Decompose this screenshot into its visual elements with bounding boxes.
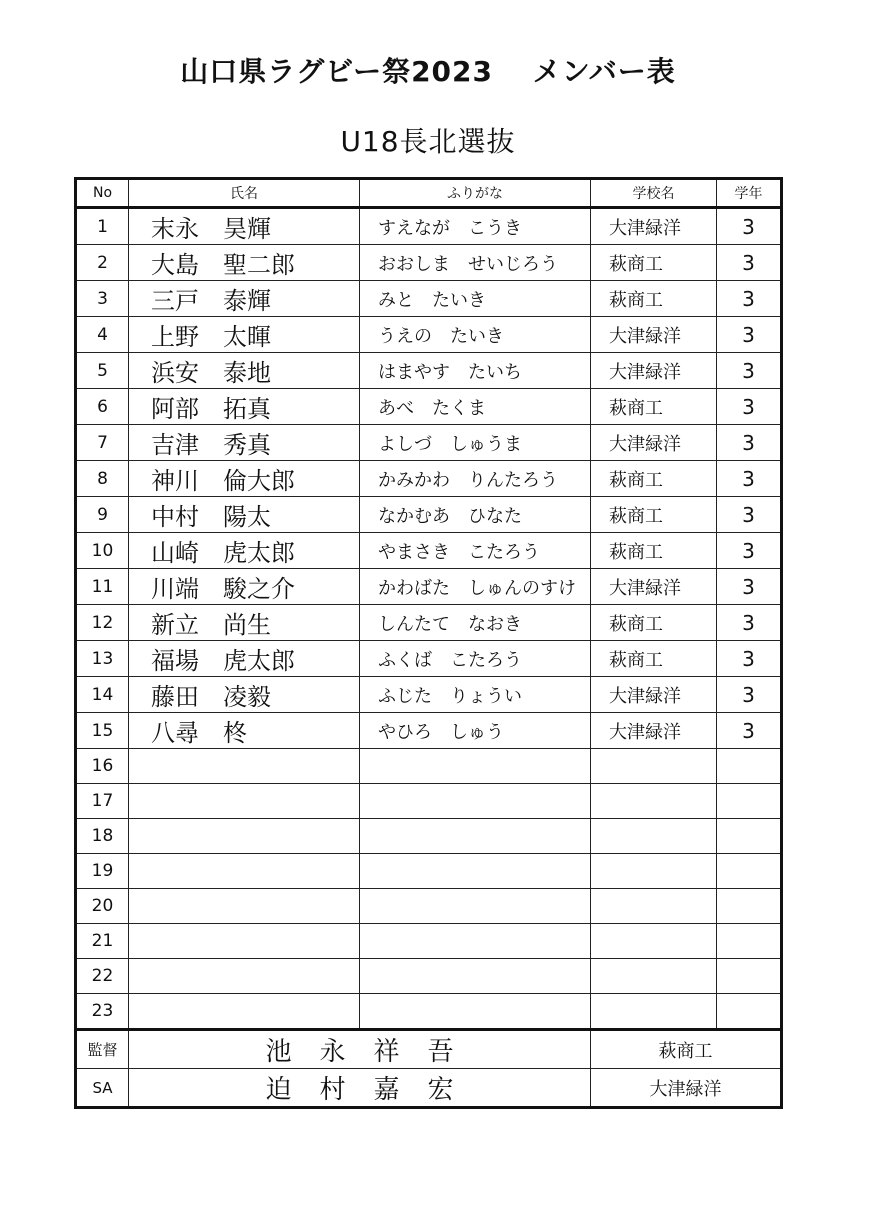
player-number: 19 bbox=[76, 854, 129, 889]
player-number: 17 bbox=[76, 784, 129, 819]
player-name: 神川 倫大郎 bbox=[129, 461, 360, 497]
header-name: 氏名 bbox=[129, 179, 360, 208]
player-number: 15 bbox=[76, 713, 129, 749]
player-grade bbox=[717, 819, 782, 854]
player-grade: 3 bbox=[717, 641, 782, 677]
player-kana: はまやす たいち bbox=[360, 353, 591, 389]
header-kana: ふりがな bbox=[360, 179, 591, 208]
staff-school: 大津緑洋 bbox=[591, 1069, 782, 1108]
player-name bbox=[129, 819, 360, 854]
player-number: 22 bbox=[76, 959, 129, 994]
player-kana bbox=[360, 994, 591, 1030]
player-kana: なかむあ ひなた bbox=[360, 497, 591, 533]
player-grade bbox=[717, 854, 782, 889]
player-school: 萩商工 bbox=[591, 497, 717, 533]
staff-name: 池永祥吾 bbox=[129, 1030, 591, 1069]
player-number: 20 bbox=[76, 889, 129, 924]
player-name: 福場 虎太郎 bbox=[129, 641, 360, 677]
player-school bbox=[591, 924, 717, 959]
player-school: 萩商工 bbox=[591, 605, 717, 641]
player-name: 大島 聖二郎 bbox=[129, 245, 360, 281]
player-name: 上野 太暉 bbox=[129, 317, 360, 353]
table-row bbox=[76, 208, 782, 245]
table-row bbox=[76, 784, 782, 819]
table-row bbox=[76, 605, 782, 641]
table-row bbox=[76, 497, 782, 533]
player-kana: かわばた しゅんのすけ bbox=[360, 569, 591, 605]
player-name: 阿部 拓真 bbox=[129, 389, 360, 425]
player-name bbox=[129, 854, 360, 889]
player-grade bbox=[717, 924, 782, 959]
player-name: 浜安 泰地 bbox=[129, 353, 360, 389]
player-name: 八尋 柊 bbox=[129, 713, 360, 749]
player-number: 12 bbox=[76, 605, 129, 641]
header-school: 学校名 bbox=[591, 179, 717, 208]
player-number: 1 bbox=[76, 208, 129, 245]
table-row bbox=[76, 317, 782, 353]
player-number: 8 bbox=[76, 461, 129, 497]
player-grade: 3 bbox=[717, 317, 782, 353]
table-row bbox=[76, 641, 782, 677]
player-kana bbox=[360, 784, 591, 819]
player-number: 10 bbox=[76, 533, 129, 569]
player-name: 中村 陽太 bbox=[129, 497, 360, 533]
player-number: 6 bbox=[76, 389, 129, 425]
player-grade: 3 bbox=[717, 497, 782, 533]
team-name: U18長北選抜 bbox=[340, 125, 516, 158]
player-kana: かみかわ りんたろう bbox=[360, 461, 591, 497]
player-kana bbox=[360, 889, 591, 924]
player-school bbox=[591, 749, 717, 784]
players-list bbox=[76, 208, 782, 1030]
player-kana: あべ たくま bbox=[360, 389, 591, 425]
player-number: 11 bbox=[76, 569, 129, 605]
player-name: 三戸 泰輝 bbox=[129, 281, 360, 317]
player-kana bbox=[360, 819, 591, 854]
player-grade bbox=[717, 959, 782, 994]
player-grade: 3 bbox=[717, 677, 782, 713]
player-school bbox=[591, 994, 717, 1030]
player-kana: ふくば こたろう bbox=[360, 641, 591, 677]
header-no: No bbox=[76, 179, 129, 208]
player-kana: みと たいき bbox=[360, 281, 591, 317]
table-row bbox=[76, 854, 782, 889]
table-row bbox=[76, 389, 782, 425]
player-grade: 3 bbox=[717, 281, 782, 317]
table-row bbox=[76, 245, 782, 281]
staff-list bbox=[76, 1030, 782, 1108]
player-name: 藤田 凌毅 bbox=[129, 677, 360, 713]
player-number: 18 bbox=[76, 819, 129, 854]
player-number: 2 bbox=[76, 245, 129, 281]
player-school bbox=[591, 819, 717, 854]
table-header-row bbox=[76, 179, 782, 208]
player-name bbox=[129, 784, 360, 819]
table-row bbox=[76, 281, 782, 317]
player-grade: 3 bbox=[717, 569, 782, 605]
player-kana bbox=[360, 854, 591, 889]
player-school: 大津緑洋 bbox=[591, 353, 717, 389]
table-row bbox=[76, 994, 782, 1030]
player-number: 21 bbox=[76, 924, 129, 959]
player-kana: うえの たいき bbox=[360, 317, 591, 353]
player-school bbox=[591, 959, 717, 994]
player-kana: おおしま せいじろう bbox=[360, 245, 591, 281]
player-name bbox=[129, 889, 360, 924]
player-school: 萩商工 bbox=[591, 461, 717, 497]
player-name bbox=[129, 924, 360, 959]
player-kana bbox=[360, 749, 591, 784]
staff-name: 迫村嘉宏 bbox=[129, 1069, 591, 1108]
player-school: 萩商工 bbox=[591, 245, 717, 281]
player-kana: すえなが こうき bbox=[360, 208, 591, 245]
staff-role: SA bbox=[76, 1069, 129, 1108]
table-row bbox=[76, 533, 782, 569]
player-name: 山崎 虎太郎 bbox=[129, 533, 360, 569]
player-grade: 3 bbox=[717, 461, 782, 497]
player-grade: 3 bbox=[717, 533, 782, 569]
player-school bbox=[591, 784, 717, 819]
staff-row bbox=[76, 1030, 782, 1069]
player-grade bbox=[717, 994, 782, 1030]
player-name bbox=[129, 959, 360, 994]
table-row bbox=[76, 924, 782, 959]
player-school: 大津緑洋 bbox=[591, 425, 717, 461]
player-school: 大津緑洋 bbox=[591, 677, 717, 713]
table-row bbox=[76, 569, 782, 605]
staff-role: 監督 bbox=[76, 1030, 129, 1069]
player-kana: やひろ しゅう bbox=[360, 713, 591, 749]
table-row bbox=[76, 677, 782, 713]
player-grade: 3 bbox=[717, 208, 782, 245]
player-grade bbox=[717, 749, 782, 784]
player-school bbox=[591, 854, 717, 889]
player-grade: 3 bbox=[717, 245, 782, 281]
table-row bbox=[76, 353, 782, 389]
player-number: 3 bbox=[76, 281, 129, 317]
header-grade: 学年 bbox=[717, 179, 782, 208]
player-school: 萩商工 bbox=[591, 641, 717, 677]
page-title: 山口県ラグビー祭2023 メンバー表 bbox=[180, 55, 676, 88]
member-table bbox=[74, 177, 783, 1109]
player-grade: 3 bbox=[717, 353, 782, 389]
player-school bbox=[591, 889, 717, 924]
player-kana: やまさき こたろう bbox=[360, 533, 591, 569]
player-grade: 3 bbox=[717, 713, 782, 749]
table-row bbox=[76, 959, 782, 994]
player-name bbox=[129, 749, 360, 784]
table-row bbox=[76, 819, 782, 854]
table-row bbox=[76, 425, 782, 461]
player-kana: しんたて なおき bbox=[360, 605, 591, 641]
player-grade: 3 bbox=[717, 605, 782, 641]
player-number: 16 bbox=[76, 749, 129, 784]
player-grade bbox=[717, 784, 782, 819]
table-row bbox=[76, 461, 782, 497]
staff-school: 萩商工 bbox=[591, 1030, 782, 1069]
table-row bbox=[76, 889, 782, 924]
player-grade bbox=[717, 889, 782, 924]
player-kana bbox=[360, 924, 591, 959]
player-number: 13 bbox=[76, 641, 129, 677]
player-number: 4 bbox=[76, 317, 129, 353]
player-name bbox=[129, 994, 360, 1030]
table-row bbox=[76, 749, 782, 784]
player-name: 新立 尚生 bbox=[129, 605, 360, 641]
player-number: 9 bbox=[76, 497, 129, 533]
player-kana bbox=[360, 959, 591, 994]
player-grade: 3 bbox=[717, 389, 782, 425]
player-school: 大津緑洋 bbox=[591, 317, 717, 353]
player-name: 吉津 秀真 bbox=[129, 425, 360, 461]
player-kana: ふじた りょうい bbox=[360, 677, 591, 713]
player-school: 萩商工 bbox=[591, 281, 717, 317]
player-school: 大津緑洋 bbox=[591, 208, 717, 245]
player-name: 末永 昊輝 bbox=[129, 208, 360, 245]
player-kana: よしづ しゅうま bbox=[360, 425, 591, 461]
player-name: 川端 駿之介 bbox=[129, 569, 360, 605]
player-school: 萩商工 bbox=[591, 533, 717, 569]
player-number: 14 bbox=[76, 677, 129, 713]
player-school: 萩商工 bbox=[591, 389, 717, 425]
player-grade: 3 bbox=[717, 425, 782, 461]
player-number: 23 bbox=[76, 994, 129, 1030]
staff-row bbox=[76, 1069, 782, 1108]
player-number: 5 bbox=[76, 353, 129, 389]
player-school: 大津緑洋 bbox=[591, 569, 717, 605]
player-school: 大津緑洋 bbox=[591, 713, 717, 749]
player-number: 7 bbox=[76, 425, 129, 461]
table-row bbox=[76, 713, 782, 749]
